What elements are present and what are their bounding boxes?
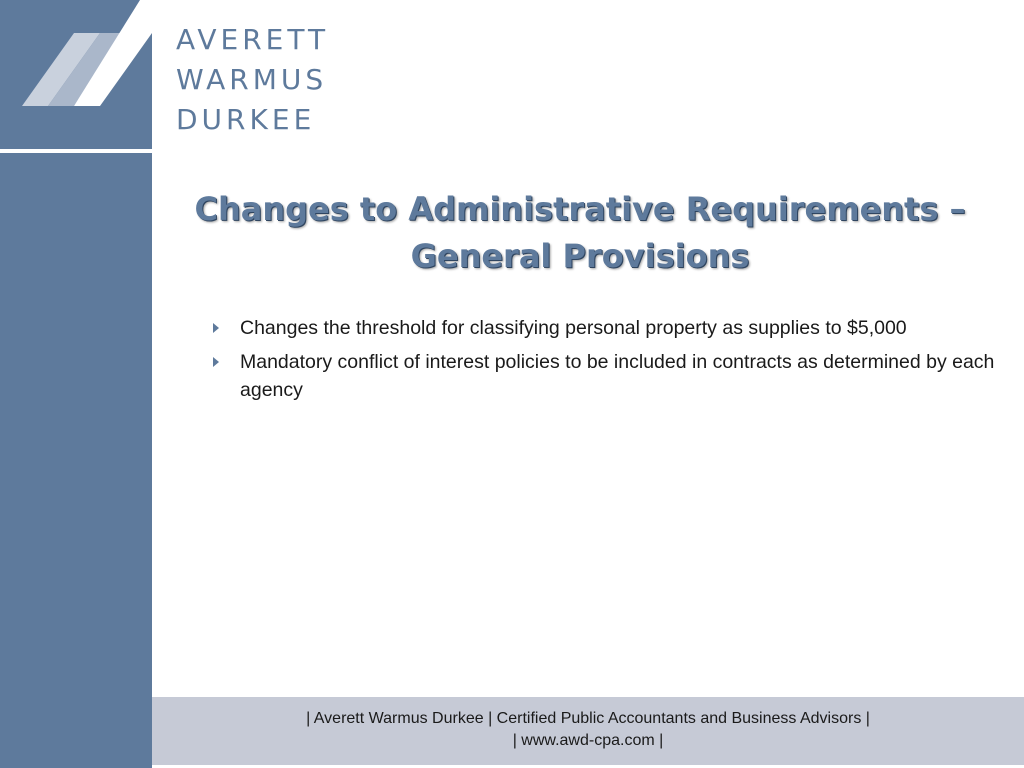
company-name-line: WARMUS	[176, 63, 328, 96]
company-name	[176, 20, 329, 140]
company-name-line: DURKEE	[176, 103, 316, 136]
bullet-list	[210, 314, 1000, 410]
footer-url: | www.awd-cpa.com |	[512, 732, 664, 749]
footer-bar	[152, 697, 1024, 765]
slide-title-line: General Provisions	[410, 237, 750, 275]
triangle-bullet-icon	[213, 357, 219, 367]
bullet-item	[210, 314, 1000, 342]
bullet-text: Changes the threshold for classifying personal property as supplies to $5,000	[240, 317, 907, 339]
slide-title-line: Changes to Administrative Requirements –	[194, 190, 966, 228]
bullet-item	[210, 348, 1000, 404]
company-name-line: AVERETT	[176, 23, 330, 56]
slide-title	[170, 186, 990, 280]
footer-text: | Averett Warmus Durkee | Certified Public Accountants and Business Advisors |	[306, 710, 870, 727]
triangle-bullet-icon	[213, 323, 219, 333]
side-bar	[0, 153, 152, 768]
logo-mark	[0, 0, 152, 149]
bullet-text: Mandatory conflict of interest policies to be included in contracts as determined by each agency	[240, 351, 995, 401]
diagonal-stripes-logo-icon	[0, 0, 152, 149]
